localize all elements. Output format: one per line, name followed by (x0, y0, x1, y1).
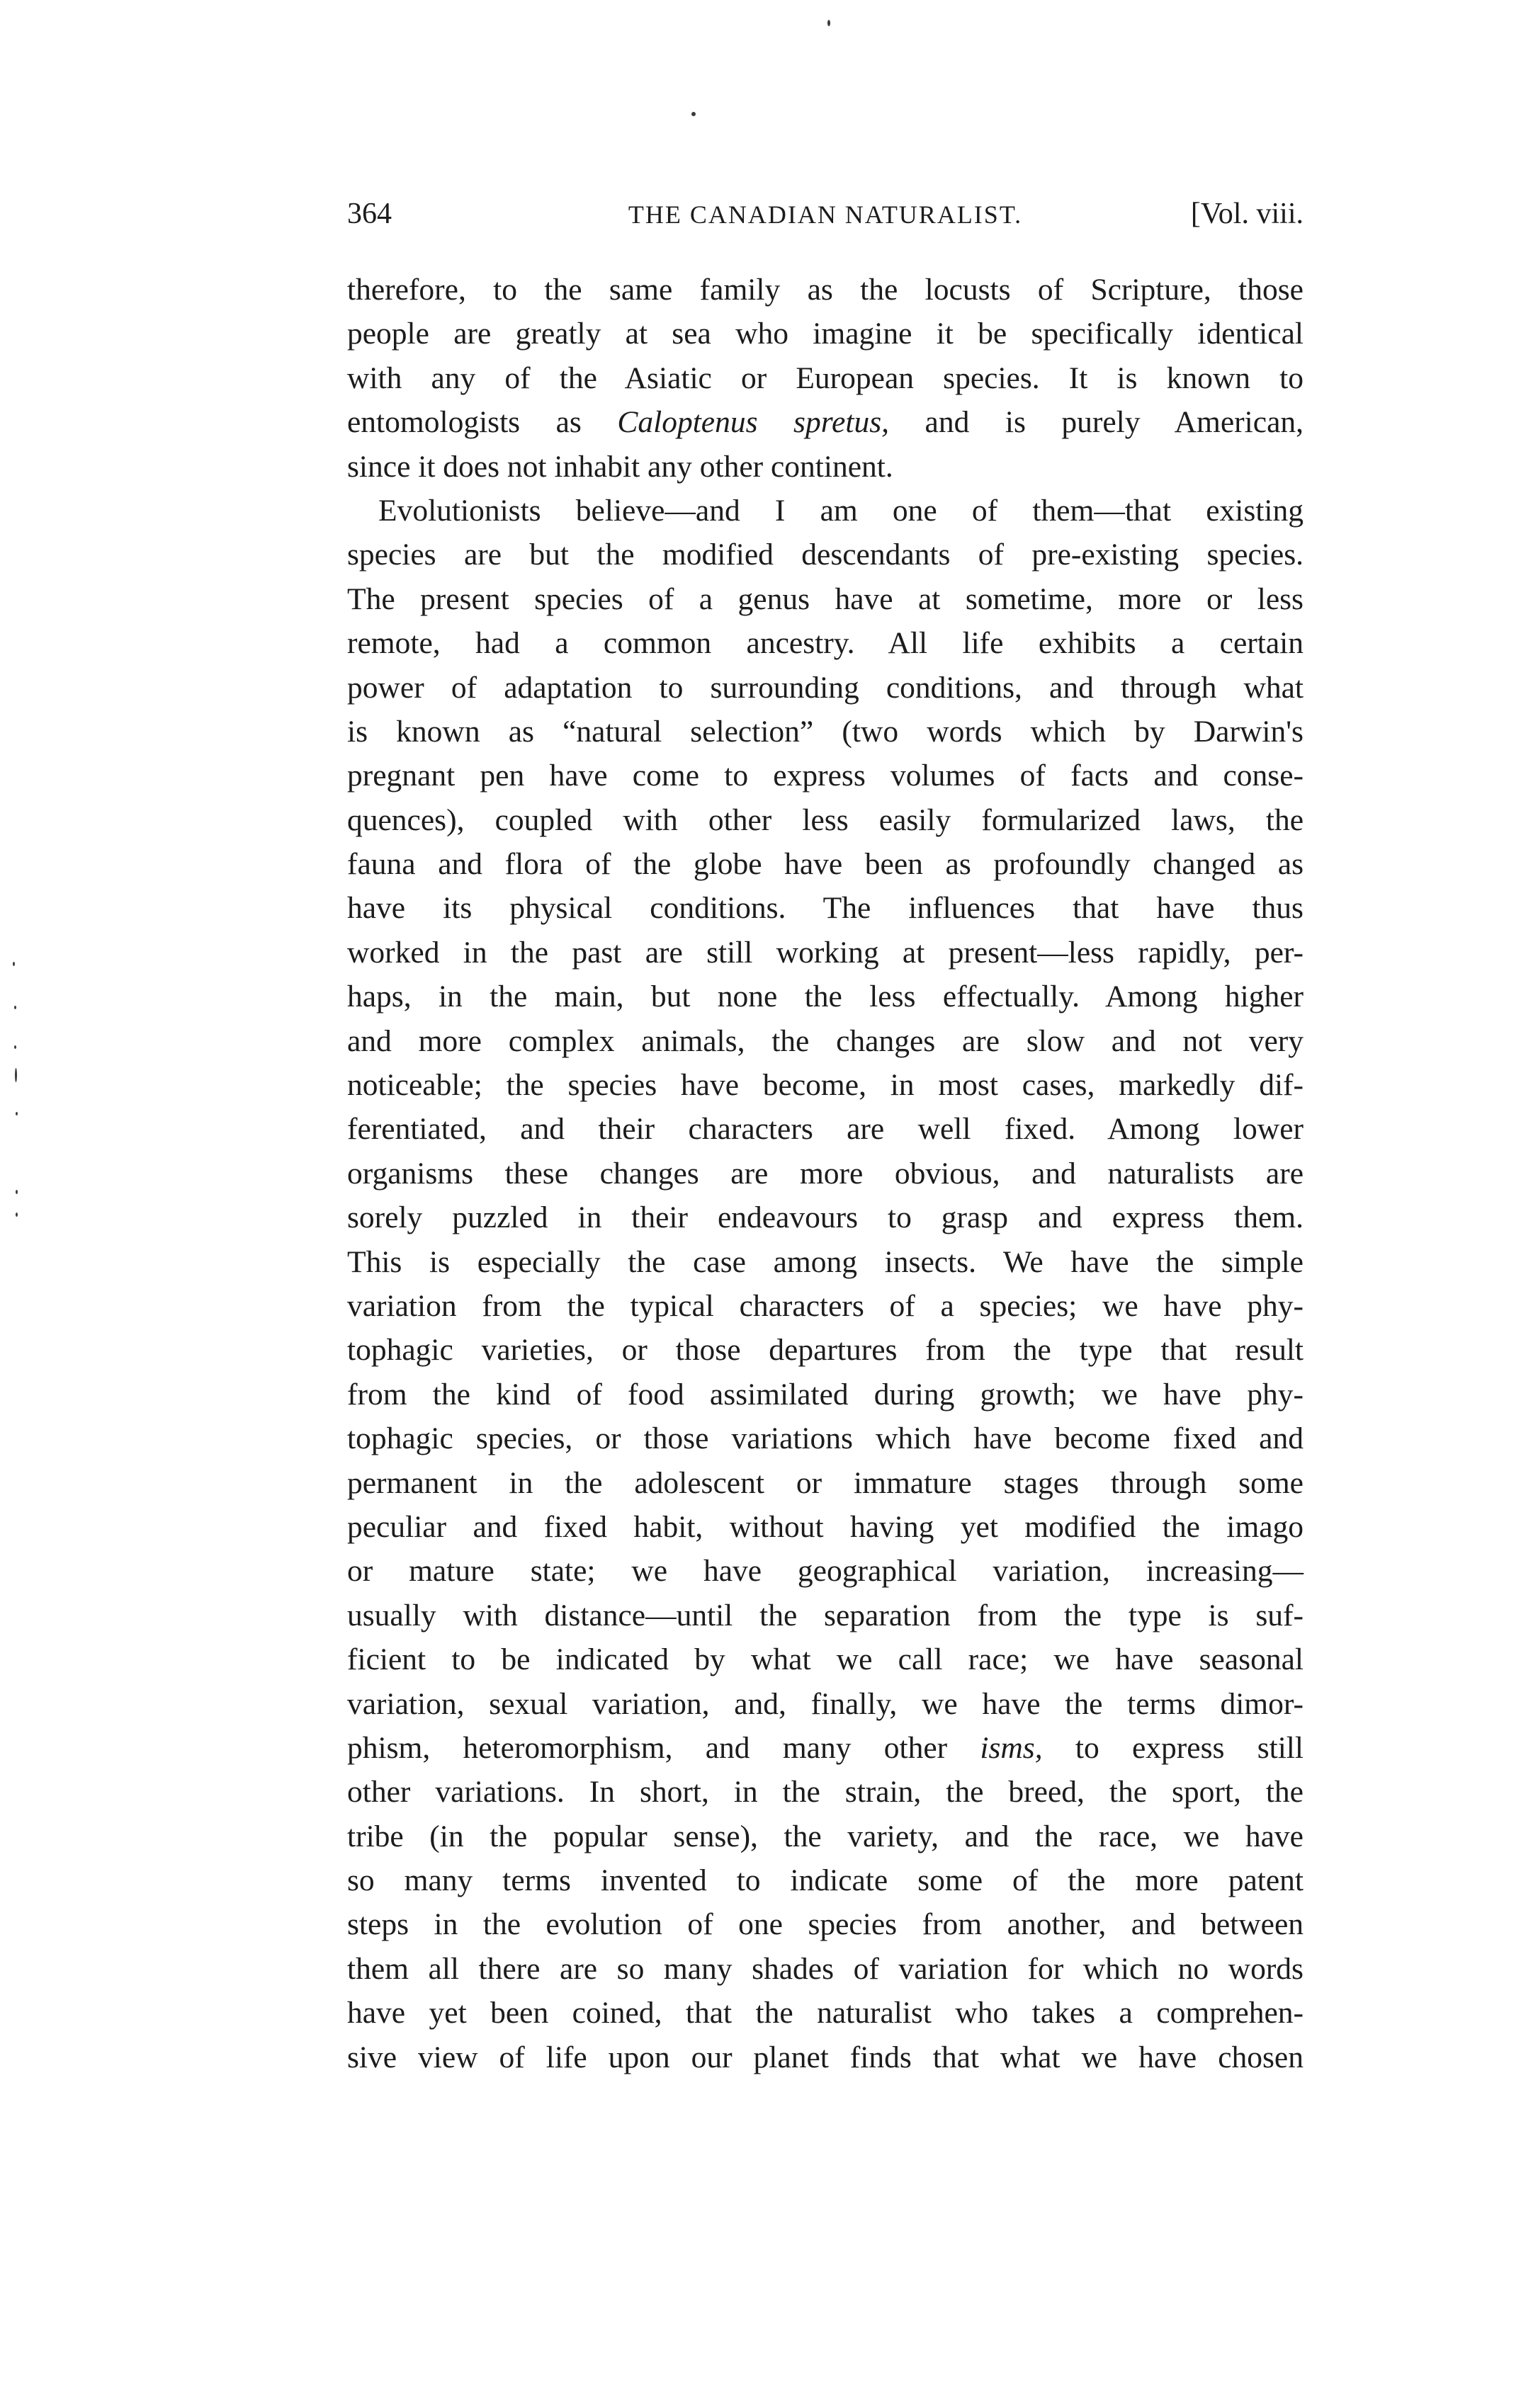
text-line: haps, in the main, but none the less effectually. Among higher (347, 979, 1304, 1014)
text-line: remote, had a common ancestry. All life exhibits a certain (347, 626, 1304, 661)
text-line-end: and is purely American, (889, 405, 1304, 440)
volume-label: [Vol. viii. (1190, 198, 1304, 230)
text-line: sorely puzzled in their endeavours to grasp and express them. (347, 1200, 1304, 1235)
text-line (347, 400, 1304, 444)
text-line: noticeable; the species have become, in most cases, markedly dif- (347, 1068, 1304, 1103)
body-text (347, 268, 1304, 2079)
species-name: Caloptenus spretus, (617, 405, 890, 440)
text-line: sive view of life upon our planet finds that what we have chosen (347, 2040, 1304, 2074)
text-line: tribe (in the popular sense), the variety, and the race, we have (347, 1819, 1304, 1853)
margin-speck (13, 962, 15, 966)
text-line: have yet been coined, that the naturalist who takes a comprehen- (347, 1996, 1304, 2031)
text-line: worked in the past are still working at present—less rapidly, per- (347, 935, 1304, 970)
text-line: and more complex animals, the changes are slow and not very (347, 1023, 1304, 1058)
text-line: quences), coupled with other less easily formularized laws, the (347, 802, 1304, 837)
page-speck (691, 112, 696, 116)
page-header (347, 197, 1304, 246)
margin-speck (14, 1045, 16, 1049)
text-line: therefore, to the same family as the locusts of Scripture, those (347, 273, 1304, 307)
text-line: or mature state; we have geographical variation, increasing— (347, 1554, 1304, 1589)
running-title: THE CANADIAN NATURALIST. (628, 200, 1023, 229)
text-line: is known as “natural selection” (two words which by Darwin's (347, 714, 1304, 749)
text-line: tophagic varieties, or those departures from the type that result (347, 1333, 1304, 1368)
page-number: 364 (347, 198, 392, 230)
text-line: other variations. In short, in the strain, the breed, the sport, the (347, 1775, 1304, 1810)
text-line: organisms these changes are more obvious, and naturalists are (347, 1156, 1304, 1191)
text-line: them all there are so many shades of variation for which no words (347, 1951, 1304, 1986)
margin-speck (15, 1068, 17, 1082)
margin-speck (16, 1112, 18, 1115)
text-line: The present species of a genus have at sometime, more or less (347, 581, 1304, 616)
text-line: permanent in the adolescent or immature stages through some (347, 1465, 1304, 1500)
isms-word: isms, (980, 1730, 1043, 1765)
text-line: fauna and flora of the globe have been as profoundly changed as (347, 847, 1304, 882)
text-line: variation, sexual variation, and, finally, we have the terms dimor- (347, 1686, 1304, 1721)
text-line: power of adaptation to surrounding conditions, and through what (347, 670, 1304, 705)
page-speck (827, 20, 830, 26)
text-line: ficient to be indicated by what we call race; we have seasonal (347, 1642, 1304, 1677)
margin-speck (16, 1212, 18, 1217)
text-line: have its physical conditions. The influences that have thus (347, 891, 1304, 926)
text-line: ferentiated, and their characters are well fixed. Among lower (347, 1112, 1304, 1147)
text-line (347, 1726, 1304, 1770)
text-line: usually with distance—until the separation from the type is suf- (347, 1598, 1304, 1632)
margin-speck (14, 1006, 16, 1009)
text-line: from the kind of food assimilated during growth; we have phy- (347, 1377, 1304, 1412)
text-line-start: phism, heteromorphism, and many other (347, 1730, 980, 1765)
text-line: pregnant pen have come to express volumes of facts and conse- (347, 759, 1304, 793)
text-line: people are greatly at sea who imagine it be specifically identical (347, 317, 1304, 351)
text-line: tophagic species, or those variations which have become fixed and (347, 1421, 1304, 1456)
text-line: variation from the typical characters of a species; we have phy- (347, 1288, 1304, 1323)
text-line: peculiar and fixed habit, without having yet modified the imago (347, 1509, 1304, 1544)
text-line: so many terms invented to indicate some of the more patent (347, 1863, 1304, 1898)
text-line: This is especially the case among insects. We have the simple (347, 1244, 1304, 1279)
text-line: with any of the Asiatic or European species. It is known to (347, 360, 1304, 395)
text-line: since it does not inhabit any other continent. (347, 449, 893, 484)
text-line: Evolutionists believe—and I am one of them—that existing (378, 493, 1304, 528)
text-line: species are but the modified descendants of pre-existing species. (347, 538, 1304, 572)
text-line: steps in the evolution of one species from another, and between (347, 1907, 1304, 1942)
margin-speck (16, 1190, 18, 1194)
text-line-end: to express still (1042, 1730, 1304, 1765)
text-line-start: entomologists as (347, 405, 618, 440)
